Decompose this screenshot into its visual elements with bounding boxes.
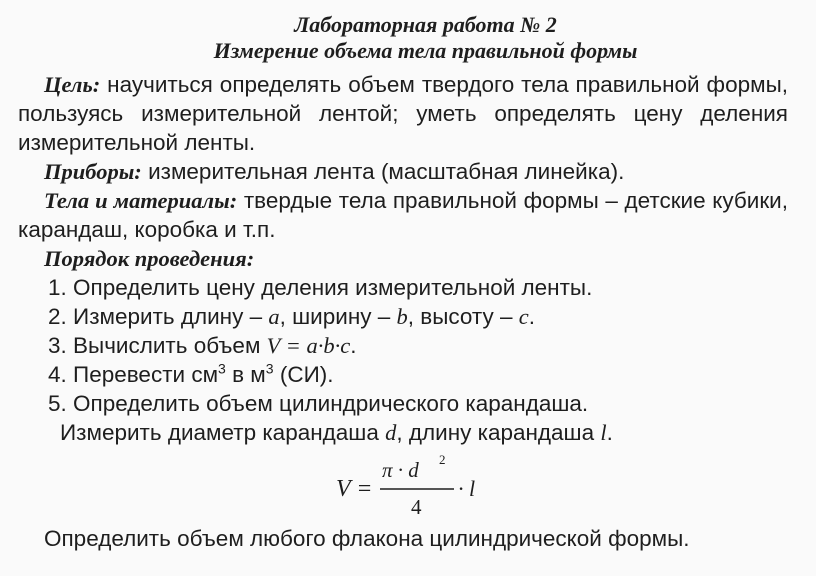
- lab-number: Лабораторная работа № 2: [294, 12, 557, 37]
- step-4-end: (СИ).: [273, 362, 334, 387]
- pencil-measure-line: [18, 418, 788, 447]
- step-4: [18, 360, 788, 389]
- var-d: d: [385, 420, 397, 445]
- formula-graphic: [18, 451, 788, 521]
- var-a: a: [268, 304, 280, 329]
- lab-title: [18, 12, 788, 64]
- cm-exponent: 3: [218, 360, 226, 377]
- step-4-mid: в м: [225, 362, 266, 387]
- final-task: Определить объем любого флакона цилиндрической формы.: [44, 526, 690, 551]
- instruments-text: измерительная лента (масштабная линейка).: [141, 159, 625, 184]
- step-2-text: 2. Измерить длину –: [48, 304, 269, 329]
- step-2-end: .: [528, 304, 536, 329]
- formula-numerator: π · d: [382, 458, 419, 482]
- cylinder-volume-formula: [18, 451, 788, 521]
- step-3-text: 3. Вычислить объем: [48, 333, 267, 358]
- step-2-text-c: , высоту –: [407, 304, 519, 329]
- procedure-label: Порядок проведения:: [44, 246, 255, 271]
- procedure-heading: [44, 244, 788, 273]
- procedure-steps: [18, 273, 788, 418]
- var-c: c: [518, 304, 529, 329]
- step-1: 1. Определить цену деления измерительной ленты.: [48, 275, 593, 300]
- pencil-text: Измерить диаметр карандаша: [60, 420, 386, 445]
- var-b: b: [396, 304, 408, 329]
- step-3-end: .: [350, 333, 357, 358]
- materials-paragraph: [18, 186, 788, 244]
- step-2-text-b: , ширину –: [279, 304, 397, 329]
- formula-tail: · l: [458, 476, 476, 501]
- formula-denominator: 4: [411, 495, 422, 519]
- instruments-paragraph: [18, 157, 788, 186]
- step-2: [18, 302, 788, 331]
- materials-text: твердые тела правильной формы – детские кубики, карандаш, коробка и т.п.: [18, 188, 788, 242]
- goal-paragraph: [18, 70, 788, 157]
- goal-text: научиться определять объем твердого тела правильной формы, пользуясь измерительной лентой; уметь определять цену деления измерительной ленты.: [18, 72, 788, 155]
- formula-lhs: V =: [336, 476, 373, 502]
- volume-formula-inline: V = a·b·c: [266, 333, 351, 358]
- formula-exponent: 2: [439, 452, 446, 467]
- step-5: 5. Определить объем цилиндрического карандаша.: [48, 391, 589, 416]
- materials-label: Тела и материалы:: [44, 188, 238, 213]
- step-4-text: 4. Перевести см: [48, 362, 219, 387]
- goal-label: Цель:: [44, 72, 101, 97]
- step-3: [18, 331, 788, 360]
- var-l: l: [600, 420, 607, 445]
- m-exponent: 3: [265, 360, 274, 377]
- pencil-text-mid: , длину карандаша: [396, 420, 601, 445]
- pencil-text-end: .: [606, 420, 613, 445]
- instruments-label: Приборы:: [44, 159, 142, 184]
- lab-topic: Измерение объема тела правильной формы: [213, 38, 638, 63]
